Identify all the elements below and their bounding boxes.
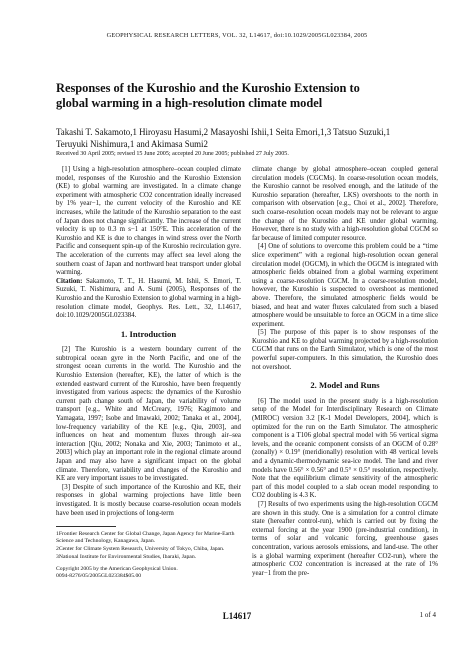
body-paragraph-5: [5] The purpose of this paper is to show responses of the Kuroshio and KE to global warming projected by a high-resolution CGCM that runs on the Earth Simulator, which is one of the most powerful super-computers. In this simulation, the Kuroshio does not overshoot. xyxy=(252,329,438,371)
section-heading-model-runs: 2. Model and Runs xyxy=(310,380,380,391)
body-paragraph-continued: climate change by global atmosphere–ocean coupled general circulation models (CGCMs). In coarse-resolution ocean models, the Kuroshio cannot be resolved enough, and the latitude of the Kuroshio separation (hereafter, LKS) overshoots to the north in comparison with observation [e.g., Choi et al., 2002]. Therefore, such coarse-resolution ocean models may not be relevant to argue the change of the Kuroshio and KE under global warming. However, there is no study with a high-resolution global CGCM so far because of limited computer resource. xyxy=(252,166,438,242)
paper-title: Responses of the Kuroshio and the Kuroshio Extension to global warming in a high-resolution climate model xyxy=(56,81,360,110)
right-column xyxy=(252,166,438,578)
citation-text: Sakamoto, T. T., H. Hasumi, M. Ishii, S. Emori, T. Suzuki, T. Nishimura, and A. Sumi (2005), Responses of the Kuroshio and the Kuroshio Extension to global warming in a high-resolution climate model, Geophys. Res. Lett., 32, L14617, doi:10.1029/2005GL023384. xyxy=(56,277,241,320)
intro-paragraph-3: [3] Despite of such importance of the Kuroshio and KE, their responses in global warming projections have little been investigated. It is mostly because coarse-resolution ocean models have been used in projections of long-term xyxy=(56,483,241,517)
body-paragraph-6: [6] The model used in the present study is a high-resolution setup of the Model for Interdisciplinary Research on Climate (MIROC) version 3.2 [K-1 Model Developers, 2004], which is optimized for the run on the Earth Simulator. The atmospheric component is a T106 global spectral model with 56 vertical sigma levels, and the oceanic component consists of an OGCM of 0.28° (zonally) × 0.19° (meridionally) resolution with 48 vertical levels and a dynamic-thermodynamic sea-ice model. The land and river models have 0.56° × 0.56° and 0.5° × 0.5° resolution, respectively. Note that the equilibrium climate sensitivity of the atmospheric part of this model coupled to a slab ocean model responding to CO2 doubling is 4.3 K. xyxy=(252,397,438,500)
body-paragraph-7: [7] Results of two experiments using the high-resolution CGCM are shown in this study. One is a simulation for a control climate state (hereafter control-run), which is carried out by fixing the external forcing at the year 1900 (pre-industrial condition), in terms of solar and volcanic forcing, greenhouse gases concentration, various aerosols emissions, and land-use. The other is a global warming experiment (hereafter CO2-run), where the atmospheric CO2 concentration is increased at the rate of 1% year−1 from the pre- xyxy=(252,500,438,577)
left-column xyxy=(56,166,241,581)
received-dates: Received 30 April 2005; revised 15 June 2005; accepted 20 June 2005; published 27 July 2005. xyxy=(56,151,289,157)
copyright-notice: Copyright 2005 by the American Geophysical Union. 0094-8276/05/2005GL023384$05.00 xyxy=(56,566,178,580)
footnote-rule xyxy=(56,526,116,527)
footnote-2: 2Center for Climate System Research, University of Tokyo, Chiba, Japan. xyxy=(56,546,225,553)
footnote-1: 1Frontier Research Center for Global Change, Japan Agency for Marine-Earth Science and Technology, Kanagawa, Japan. xyxy=(56,531,235,545)
footnote-3: 3National Institute for Environmental Studies, Ibaraki, Japan. xyxy=(56,554,197,561)
citation xyxy=(56,278,241,321)
page-number: L14617 xyxy=(222,611,252,621)
body-paragraph-4: [4] One of solutions to overcome this problem could be a “time slice experiment” with a regional high-resolution ocean general circulation model (OGCM), in which the OGCM is integrated with atmospheric fields obtained from a global warming experiment using a coarse-resolution CGCM. In a coarse-resolution model, however, the Kuroshio is suspected to overshoot as mentioned above. Therefore, the simulated atmospheric fields would be biased, and heat and water fluxes calculated from such a biased atmosphere would be unsuitable to force an OGCM in a time slice experiment. xyxy=(252,243,438,328)
section-heading-introduction: 1. Introduction xyxy=(120,328,177,339)
running-head: GEOPHYSICAL RESEARCH LETTERS, VOL. 32, L14617, doi:10.1029/2005GL023384, 2005 xyxy=(106,32,368,39)
abstract: [1] Using a high-resolution atmosphere–ocean coupled climate model, responses of the Kuroshio and the Kuroshio Extension (KE) to global warming are investigated. In a climate change experiment with atmospheric CO2 concentration ideally increased by 1% year−1, the current velocity of the Kuroshio and KE increases, while the latitude of the Kuroshio separation to the east of Japan does not change significantly. The increase of the current velocity is up to 0.3 m s−1 at 150°E. This acceleration of the Kuroshio and KE is due to changes in wind stress over the North Pacific and consequent spin-up of the Kuroshio recirculation gyre. The acceleration of the currents may affect sea level along the southern coast of Japan and northward heat transport under global warming. xyxy=(56,166,241,277)
footnotes xyxy=(56,531,241,580)
citation-label: Citation: xyxy=(56,277,83,285)
page-of-count: 1 of 4 xyxy=(419,611,436,619)
author-list: Takashi T. Sakamoto,1 Hiroyasu Hasumi,2 Masayoshi Ishii,1 Seita Emori,1,3 Tatsuo Suzuki,1 Teruyuki Nishimura,1 and Akimasa Sumi2 xyxy=(56,127,391,149)
intro-paragraph-2: [2] The Kuroshio is a western boundary current of the subtropical ocean gyre in the North Pacific, and one of the strongest ocean currents in the world. The Kuroshio and the Kuroshio Extension (hereafter, KE), the latter of which is the extended eastward current of the Kuroshio, have been frequently investigated from various aspects: the dynamics of the Kuroshio current path change south of Japan, the variability of volume transport [e.g., White and McCreary, 1976; Kagimoto and Yamagata, 1997; Isobe and Imawaki, 2002; Tanaka et al., 2004], low-frequency variability of the KE [e.g., Qiu, 2003], and influences on heat and momentum fluxes through air–sea interaction [Qiu, 2002; Nonaka and Xie, 2003; Tanimoto et al., 2003] which play an important role in the regional climate around Japan and may also have a significant impact on the global climate. Therefore, variability and changes of the Kuroshio and KE are very important issues to be investigated. xyxy=(56,346,241,483)
